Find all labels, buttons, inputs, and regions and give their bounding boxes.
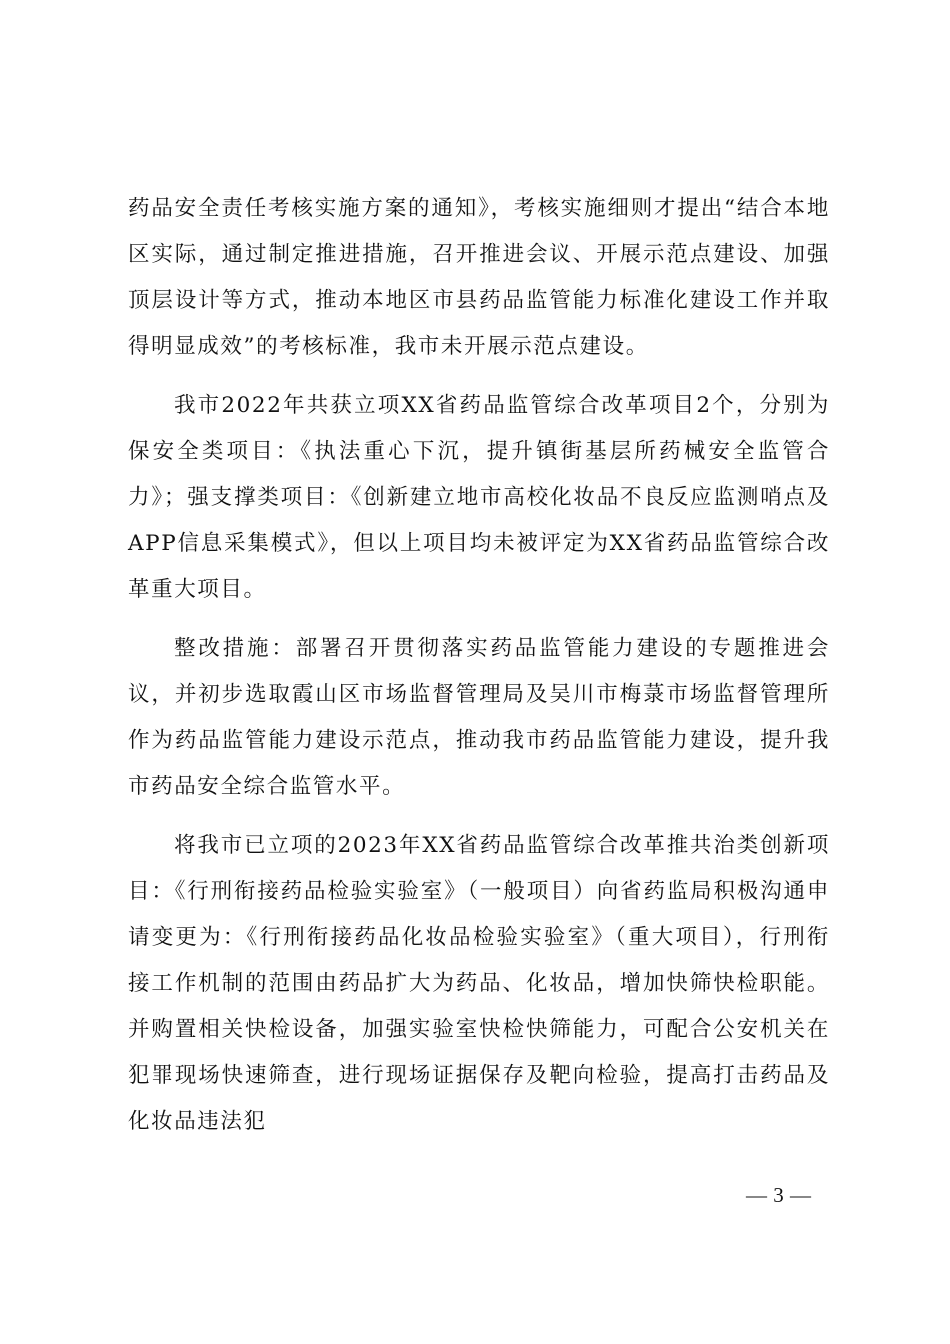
paragraph-projects-2022: 我市2022年共获立项XX省药品监管综合改革项目2个，分别为保安全类项目：《执法重心下沉，提升镇街基层所药械安全监管合力》；强支撑类项目：《创新建立地市高校化妆品不良反应监测哨点及APP信息采集模式》，但以上项目均未被评定为XX省药品监管综合改革重大项目。 (128, 392, 830, 603)
document-body (128, 186, 830, 1145)
page-number: — 3 — (746, 1183, 812, 1207)
paragraph-projects-2023: 将我市已立项的2023年XX省药品监管综合改革推共治类创新项目：《行刑衔接药品检验实验室》（一般项目）向省药监局积极沟通申请变更为：《行刑衔接药品化妆品检验实验室》（重大项目），行刑衔接工作机制的范围由药品扩大为药品、化妆品，增加快筛快检职能。并购置相关快检设备，加强实验室快检快筛能力，可配合公安机关在犯罪现场快速筛查，进行现场证据保存及靶向检验，提高打击药品及化妆品违法犯 (128, 832, 830, 1135)
paragraph-rectification-measures: 整改措施：部署召开贯彻落实药品监管能力建设的专题推进会议，并初步选取霞山区市场监督管理局及吴川市梅菉市场监督管理所作为药品监管能力建设示范点，推动我市药品监管能力建设，提升我市药品安全综合监管水平。 (128, 635, 830, 800)
paragraph-continued: 药品安全责任考核实施方案的通知》，考核实施细则才提出“结合本地区实际，通过制定推进措施，召开推进会议、开展示范点建设、加强顶层设计等方式，推动本地区市县药品监管能力标准化建设工作并取得明显成效”的考核标准，我市未开展示范点建设。 (128, 196, 830, 360)
